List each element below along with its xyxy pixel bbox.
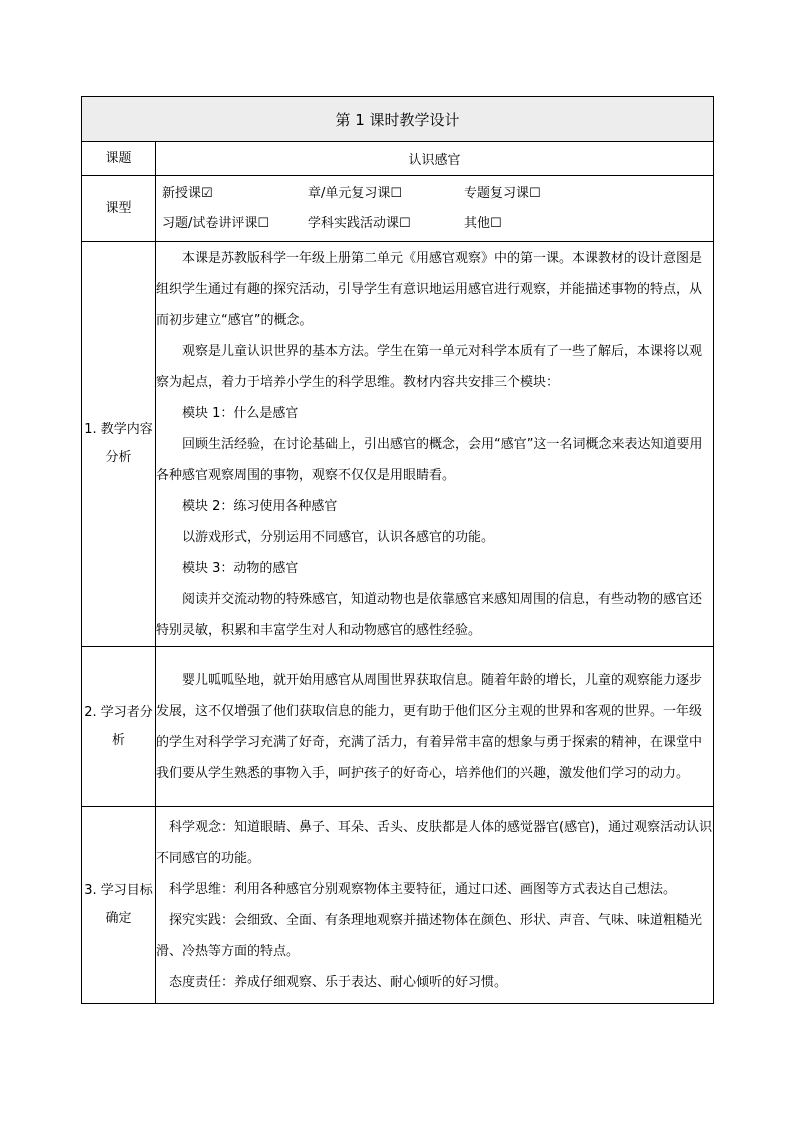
- module-heading: 模块 1：什么是感官: [182, 405, 299, 421]
- lesson-design-table: [81, 96, 714, 1004]
- content-analysis-label: 1. 教学内容分析: [82, 242, 156, 647]
- type-option: 习题/试卷讲评课☐: [162, 215, 270, 231]
- type-option: 新授课☑: [162, 185, 213, 201]
- objectives-label: 3. 学习目标确定: [82, 807, 156, 1004]
- objective: 探究实践：会细致、全面、有条理地观察并描述物体在颜色、形状、声音、气味、味道粗糙光滑、冷热等方面的特点。: [156, 913, 703, 959]
- paragraph: 回顾生活经验，在讨论基础上，引出感官的概念，会用“感官”这一名词概念来表达知道要用各种感官观察周围的事物，观察不仅仅是用眼睛看。: [156, 436, 703, 483]
- paragraph: 以游戏形式，分别运用不同感官，认识各感官的功能。: [182, 529, 495, 545]
- paragraph: 婴儿呱呱坠地，就开始用感官从周围世界获取信息。随着年龄的增长，儿童的观察能力逐步发展，这不仅增强了他们获取信息的能力，更有助于他们区分主观的世界和客观的世界。一年级的学生对科学学习充满了好奇，充满了活力，有着异常丰富的想象与勇于探索的精神，在课堂中我们要从学生熟悉的事物入手，呵护孩子的好奇心，培养他们的兴趣，激发他们学习的动力。: [156, 672, 703, 781]
- paragraph: 阅读并交流动物的特殊感官，知道动物也是依靠感官来感知周围的信息，有些动物的感官还特别灵敏，积累和丰富学生对人和动物感官的感性经验。: [156, 591, 703, 638]
- type-row-2: [156, 209, 713, 239]
- module-heading: 模块 2：练习使用各种感官: [182, 498, 338, 514]
- type-option: 章/单元复习课☐: [308, 185, 403, 201]
- type-options: [156, 176, 714, 242]
- type-option: 专题复习课☐: [464, 185, 541, 201]
- paragraph: 本课是苏教版科学一年级上册第二单元《用感官观察》中的第一课。本课教材的设计意图是组织学生通过有趣的探究活动，引导学生有意识地运用感官进行观察，并能描述事物的特点，从而初步建立“感官”的概念。: [156, 250, 703, 328]
- type-option: 其他☐: [464, 215, 502, 231]
- objectives: [156, 807, 714, 1004]
- lesson-value: 认识感官: [156, 142, 714, 176]
- module-heading: 模块 3：动物的感官: [182, 560, 299, 576]
- objective: 科学观念：知道眼睛、鼻子、耳朵、舌头、皮肤都是人体的感觉器官(感官)，通过观察活动认识不同感官的功能。: [156, 820, 713, 866]
- learner-analysis-label: 2. 学习者分析: [82, 647, 156, 807]
- type-label: 课型: [82, 176, 156, 242]
- type-row-1: [156, 179, 713, 209]
- content-analysis: [156, 242, 714, 647]
- paragraph: 观察是儿童认识世界的基本方法。学生在第一单元对科学本质有了一些了解后，本课将以观察为起点，着力于培养小学生的科学思维。教材内容共安排三个模块：: [156, 343, 703, 390]
- type-option: 学科实践活动课☐: [308, 215, 411, 231]
- table-title: 第 1 课时教学设计: [82, 97, 714, 142]
- objective: 科学思维：利用各种感官分别观察物体主要特征，通过口述、画图等方式表达自己想法。: [169, 882, 677, 897]
- objective: 态度责任：养成仔细观察、乐于表达、耐心倾听的好习惯。: [169, 975, 508, 990]
- lesson-label: 课题: [82, 142, 156, 176]
- learner-analysis: [156, 647, 714, 807]
